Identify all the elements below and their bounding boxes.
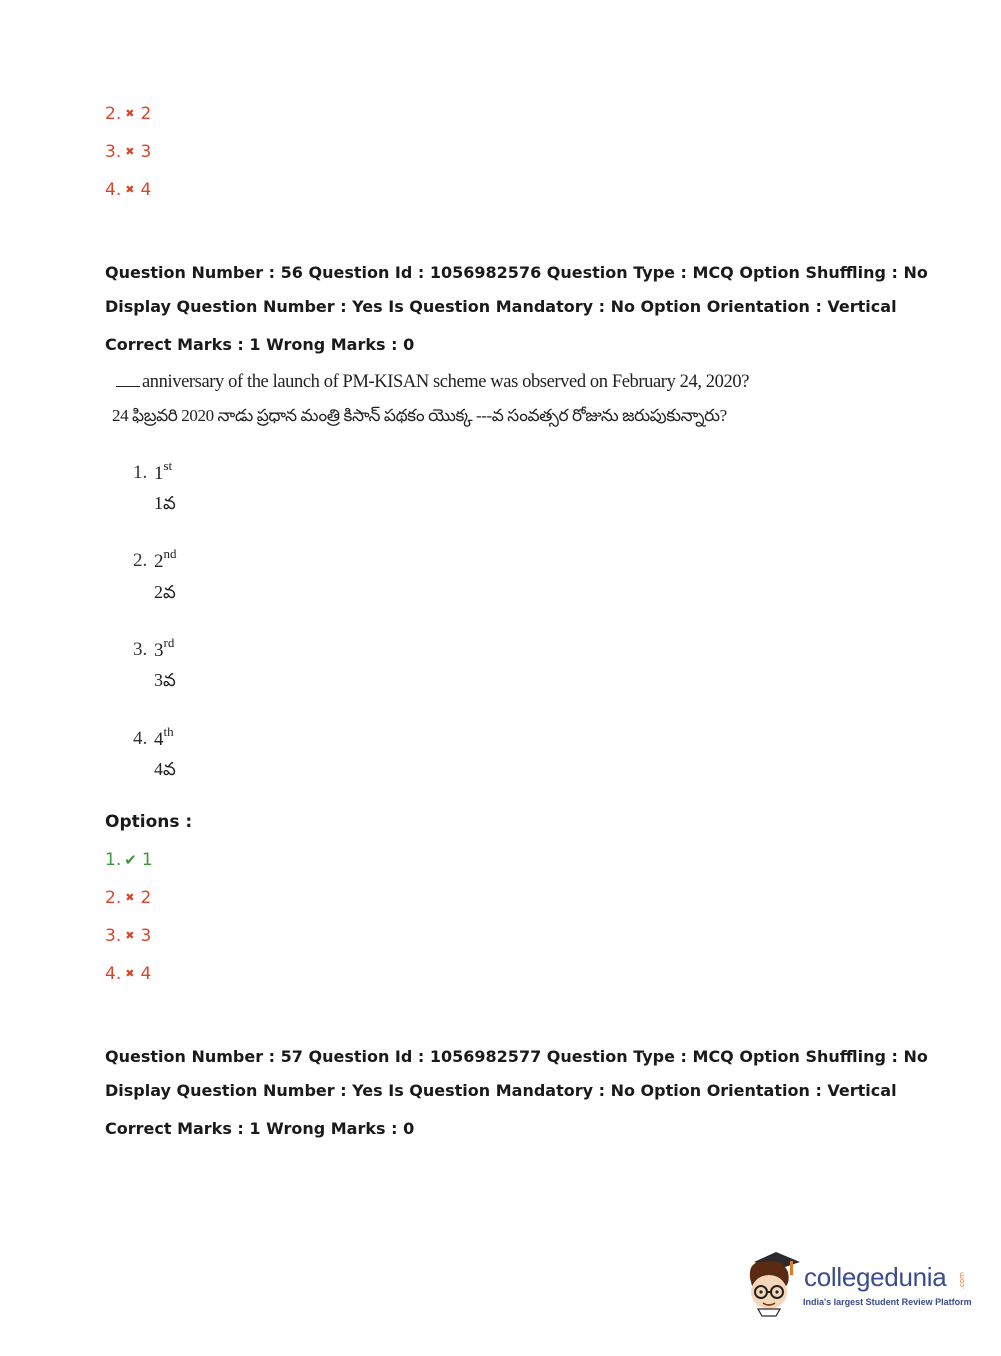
question-meta-line: Question Number : 57 Question Id : 1056982577 Question Type : MCQ Option Shuffling : No	[105, 1047, 928, 1066]
choice-english: 4th	[154, 724, 174, 750]
option-row: 4. ✖ 4	[105, 964, 152, 984]
option-row: 3. ✖ 3	[105, 142, 152, 162]
question-meta-line: Display Question Number : Yes Is Question Mandatory : No Option Orientation : Vertical	[105, 297, 897, 316]
cross-icon: ✖	[125, 967, 135, 980]
cross-icon: ✖	[125, 107, 135, 120]
choice-number: 3.	[133, 639, 148, 660]
choice-english: 1st	[154, 458, 173, 484]
option-row: 2. ✖ 2	[105, 888, 152, 908]
options-label: Options :	[105, 812, 193, 832]
choice-telugu: 2వ	[154, 582, 176, 602]
brand-suffix: .com	[958, 1272, 966, 1290]
question-text-english: anniversary of the launch of PM-KISAN scheme was observed on February 24, 2020?	[116, 370, 749, 394]
choice-english: 2nd	[154, 546, 177, 572]
question-text-telugu: 24 ఫిబ్రవరి 2020 నాడు ప్రధాన మంత్రి కిసాన్ పథకం యొక్క ---వ సంవత్సర రోజును జరుపుకున్నారు?	[112, 406, 727, 425]
question-meta-line: Display Question Number : Yes Is Question Mandatory : No Option Orientation : Vertical	[105, 1081, 897, 1100]
brand-name: collegedunia	[804, 1262, 947, 1292]
choice-english: 3rd	[154, 635, 175, 661]
choice-number: 4.	[133, 728, 148, 749]
option-row: 3. ✖ 3	[105, 926, 152, 946]
question-meta-line: Question Number : 56 Question Id : 1056982576 Question Type : MCQ Option Shuffling : No	[105, 263, 928, 282]
cross-icon: ✖	[125, 183, 135, 196]
choice-telugu: 3వ	[154, 670, 176, 690]
marks-line: Correct Marks : 1 Wrong Marks : 0	[105, 335, 415, 354]
check-icon: ✔	[124, 851, 137, 869]
choice-number: 2.	[133, 550, 148, 571]
cross-icon: ✖	[125, 929, 135, 942]
blank-line	[116, 372, 140, 387]
marks-line: Correct Marks : 1 Wrong Marks : 0	[105, 1119, 415, 1138]
choice-telugu: 1వ	[154, 493, 176, 513]
option-row: 2. ✖ 2	[105, 104, 152, 124]
option-row: 4. ✖ 4	[105, 180, 152, 200]
choice-telugu: 4వ	[154, 759, 176, 779]
brand-tagline: India's largest Student Review Platform	[803, 1297, 972, 1307]
choice-number: 1.	[133, 462, 148, 483]
cross-icon: ✖	[125, 891, 135, 904]
collegedunia-logo[interactable]	[742, 1248, 972, 1320]
mascot-icon	[742, 1248, 802, 1320]
cross-icon: ✖	[125, 145, 135, 158]
option-row-correct: 1. ✔ 1	[105, 850, 153, 870]
